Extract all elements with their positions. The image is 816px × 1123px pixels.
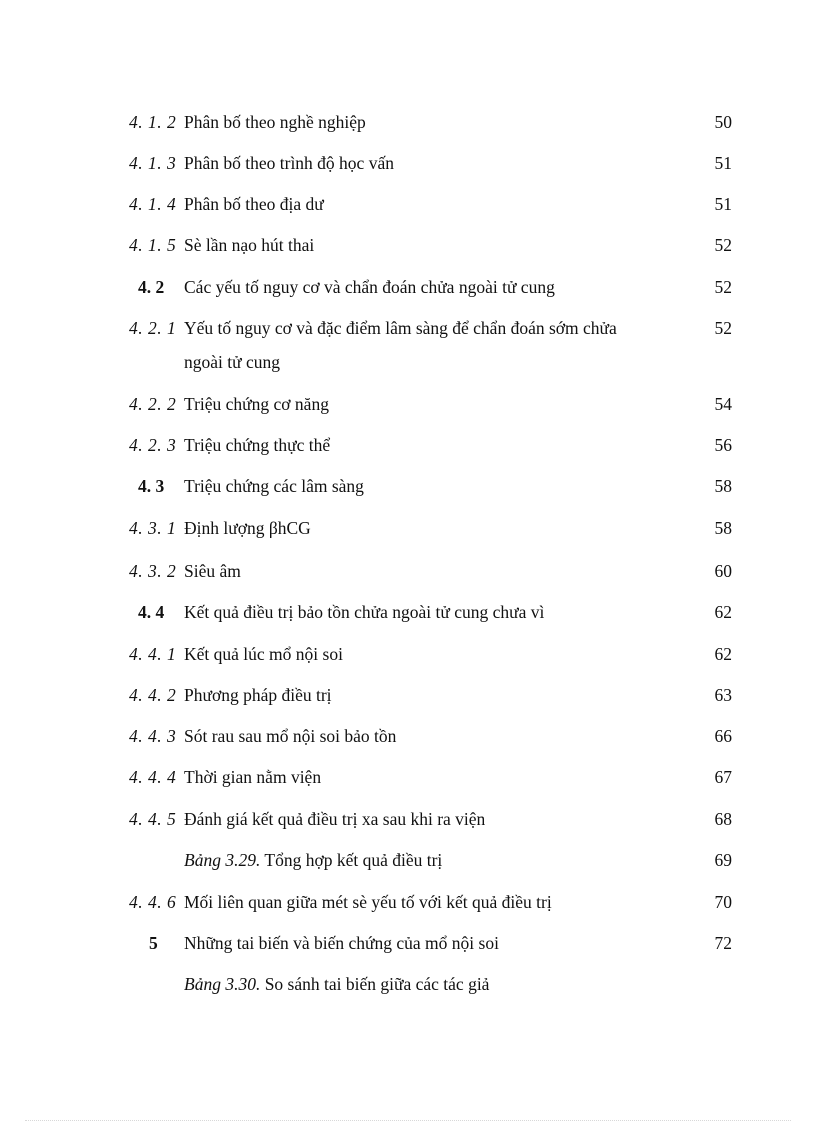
section-title <box>184 316 684 374</box>
page-number: 52 <box>714 318 732 338</box>
page-number: 66 <box>714 726 732 746</box>
page-number: 51 <box>714 194 732 214</box>
page-number: 67 <box>714 767 732 787</box>
section-number: 4. 4. 1 <box>129 644 177 664</box>
toc-entry-4-2-3 <box>0 433 816 457</box>
section-number: 4. 2 <box>138 277 165 297</box>
section-title: Triệu chứng cơ năng <box>184 394 329 414</box>
page-number: 58 <box>714 476 732 496</box>
section-number: 4. 1. 3 <box>129 153 177 173</box>
page-bottom-divider <box>25 1120 791 1121</box>
toc-entry-4-1-2 <box>0 110 816 134</box>
section-number: 4. 4 <box>138 602 165 622</box>
toc-entry-4-2-1 <box>0 316 816 374</box>
section-title: Kết quả lúc mổ nội soi <box>184 644 343 664</box>
page-number: 56 <box>714 435 732 455</box>
section-title: Phân bố theo địa dư <box>184 194 324 214</box>
page-number: 62 <box>714 644 732 664</box>
section-title-line-1: Yếu tố nguy cơ và đặc điểm lâm sàng để chẩn đoán sớm chửa <box>184 318 617 338</box>
table-caption <box>184 848 442 872</box>
section-title: Định lượng βhCG <box>184 518 311 538</box>
section-number: 4. 4. 5 <box>129 809 177 829</box>
section-number: 4. 2. 2 <box>129 394 177 414</box>
toc-entry-4-4-5 <box>0 807 816 831</box>
section-title: Đánh giá kết quả điều trị xa sau khi ra viện <box>184 809 486 829</box>
section-number: 4. 3. 2 <box>129 561 177 581</box>
page-number: 51 <box>714 153 732 173</box>
section-title: Siêu âm <box>184 561 241 581</box>
section-title: Những tai biến và biến chứng của mổ nội soi <box>184 933 499 953</box>
toc-entry-4-4 <box>0 600 816 624</box>
section-number: 4. 1. 2 <box>129 112 177 132</box>
page-number: 50 <box>714 112 732 132</box>
section-title: Thời gian nằm viện <box>184 767 322 787</box>
toc-entry-4-1-3 <box>0 151 816 175</box>
page-number: 58 <box>714 518 732 538</box>
section-number: 4. 1. 5 <box>129 235 177 255</box>
toc-entry-4-4-3 <box>0 724 816 748</box>
table-caption <box>184 972 489 996</box>
table-reference: Bảng 3.29. <box>184 850 261 870</box>
page-number: 60 <box>714 561 732 581</box>
table-reference: Bảng 3.30. <box>184 974 261 994</box>
page-number: 69 <box>714 850 732 870</box>
page-number: 62 <box>714 602 732 622</box>
section-number: 4. 4. 6 <box>129 892 177 912</box>
section-title: Mối liên quan giữa mét sè yếu tố với kết quả điều trị <box>184 892 552 912</box>
toc-entry-table-3-29 <box>0 848 816 872</box>
page-number: 52 <box>714 235 732 255</box>
section-title: Các yếu tố nguy cơ và chẩn đoán chửa ngoài tử cung <box>184 277 555 297</box>
toc-entry-4-4-2 <box>0 683 816 707</box>
page-number: 68 <box>714 809 732 829</box>
section-number: 4. 3 <box>138 476 165 496</box>
section-title: Triệu chứng các lâm sàng <box>184 476 364 496</box>
toc-entry-4-4-1 <box>0 642 816 666</box>
page-number: 54 <box>714 394 732 414</box>
page-number: 52 <box>714 277 732 297</box>
section-number: 4. 4. 2 <box>129 685 177 705</box>
toc-entry-4-4-6 <box>0 890 816 914</box>
page-number: 63 <box>714 685 732 705</box>
section-title: Sót rau sau mổ nội soi bảo tồn <box>184 726 397 746</box>
toc-entry-4-4-4 <box>0 765 816 789</box>
toc-entry-4-2 <box>0 275 816 299</box>
section-number: 4. 1. 4 <box>129 194 177 214</box>
section-title: Phân bố theo trình độ học vấn <box>184 153 394 173</box>
section-number: 4. 4. 4 <box>129 767 177 787</box>
section-number: 4. 3. 1 <box>129 518 177 538</box>
table-title: So sánh tai biến giữa các tác giả <box>264 974 490 994</box>
section-number: 4. 4. 3 <box>129 726 177 746</box>
toc-entry-4-3 <box>0 474 816 498</box>
section-number: 4. 2. 1 <box>129 318 177 338</box>
toc-entry-5 <box>0 931 816 955</box>
section-number: 5 <box>149 933 158 953</box>
section-title: Triệu chứng thực thể <box>184 435 331 455</box>
page-number: 72 <box>714 933 732 953</box>
toc-entry-4-2-2 <box>0 392 816 416</box>
section-title: Sè lần nạo hút thai <box>184 235 315 255</box>
section-number: 4. 2. 3 <box>129 435 177 455</box>
section-title: Kết quả điều trị bảo tồn chửa ngoài tử cung chưa vì <box>184 602 545 622</box>
section-title-line-2: ngoài tử cung <box>184 352 280 372</box>
toc-entry-4-1-5 <box>0 233 816 257</box>
toc-entry-4-3-1 <box>0 516 816 540</box>
page-number: 70 <box>714 892 732 912</box>
section-title: Phương pháp điều trị <box>184 685 332 705</box>
toc-entry-table-3-30 <box>0 972 816 996</box>
toc-entry-4-3-2 <box>0 559 816 583</box>
section-title: Phân bố theo nghề nghiệp <box>184 112 366 132</box>
toc-entry-4-1-4 <box>0 192 816 216</box>
table-title: Tổng hợp kết quả điều trị <box>264 850 443 870</box>
